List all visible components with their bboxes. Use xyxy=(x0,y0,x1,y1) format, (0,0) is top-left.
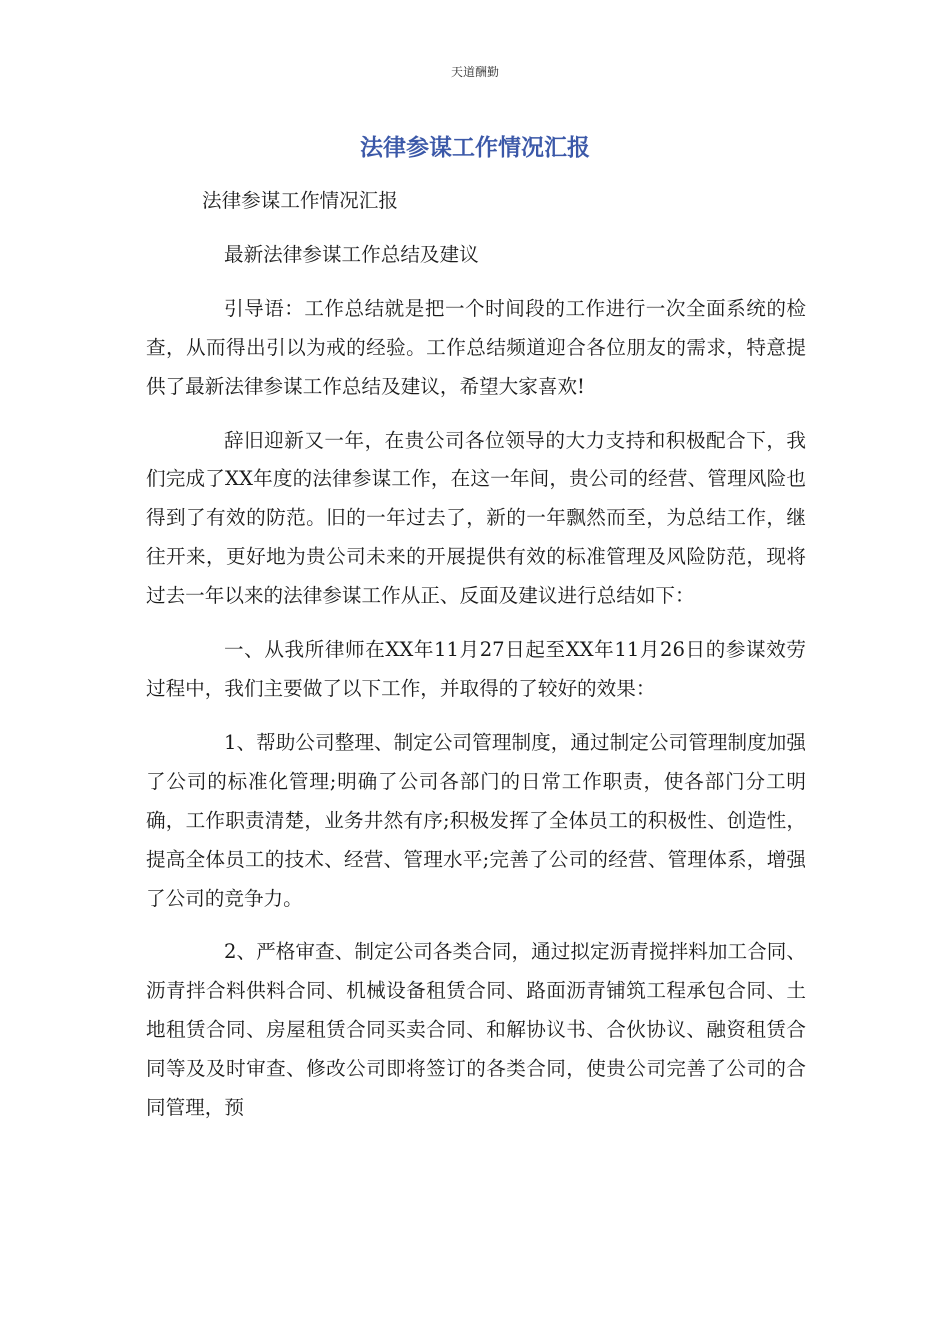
paragraph-summary: 辞旧迎新又一年，在贵公司各位领导的大力支持和积极配合下，我们完成了XX年度的法律参谋工作，在这一年间，贵公司的经营、管理风险也得到了有效的防范。旧的一年过去了，新的一年飘然而至，为总结工作，继往开来，更好地为贵公司未来的开展提供有效的标准管理及风险防范，现将过去一年以来的法律参谋工作从正、反面及建议进行总结如下： xyxy=(146,428,806,608)
page-header: 天道酬勤 xyxy=(450,65,499,79)
paragraph-heading-1: 法律参谋工作情况汇报 xyxy=(202,189,398,212)
document-title: 法律参谋工作情况汇报 xyxy=(360,135,590,161)
paragraph-heading-2: 最新法律参谋工作总结及建议 xyxy=(224,242,479,266)
document-body xyxy=(146,182,806,1143)
paragraph-item-2: 2、严格审查、制定公司各类合同，通过拟定沥青搅拌料加工合同、沥青拌合料供料合同、机械设备租赁合同、路面沥青铺筑工程承包合同、土地租赁合同、房屋租赁合同买卖合同、和解协议书、合伙协议、融资租赁合同等及及时审查、修改公司即将签订的各类合同，使贵公司完善了公司的合同管理，预 xyxy=(146,940,806,1120)
paragraph-item-1: 1、帮助公司整理、制定公司管理制度，通过制定公司管理制度加强了公司的标准化管理;明确了公司各部门的日常工作职责，使各部门分工明确，工作职责清楚，业务井然有序;积极发挥了全体员工的积极性、创造性，提高全体员工的技术、经营、管理水平;完善了公司的经营、管理体系，增强了公司的竞争力。 xyxy=(146,730,806,910)
paragraph-section-1: 一、从我所律师在XX年11月27日起至XX年11月26日的参谋效劳过程中，我们主要做了以下工作，并取得的了较好的效果： xyxy=(146,638,806,700)
paragraph-intro: 引导语：工作总结就是把一个时间段的工作进行一次全面系统的检查，从而得出引以为戒的经验。工作总结频道迎合各位朋友的需求，特意提供了最新法律参谋工作总结及建议，希望大家喜欢! xyxy=(146,296,806,398)
